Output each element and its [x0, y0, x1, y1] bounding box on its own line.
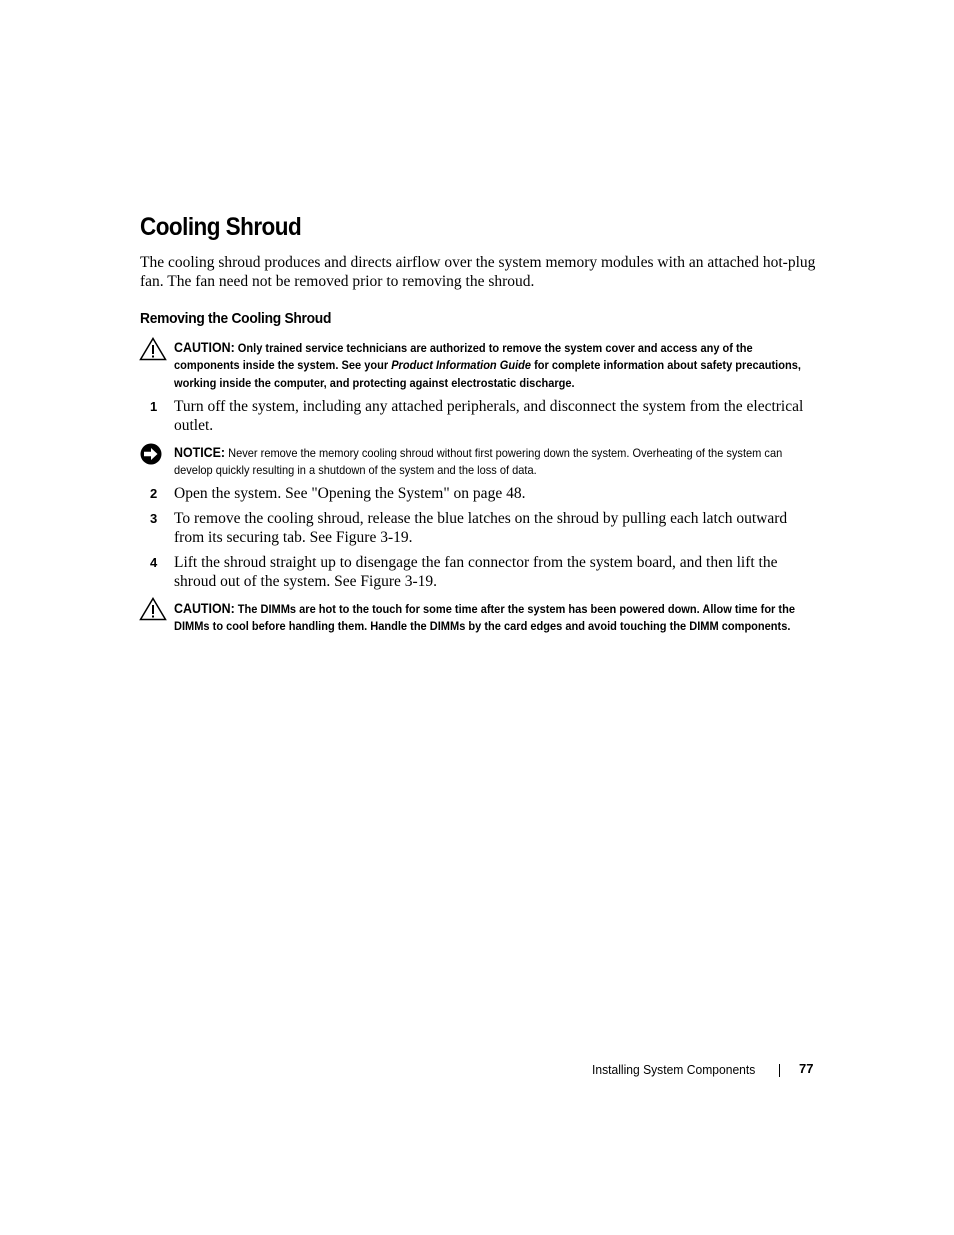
intro-paragraph: The cooling shroud produces and directs airflow over the system memory modules with an attached hot-plug fan. The fan need not be removed prior to removing the shroud.: [140, 254, 816, 290]
product-information-guide-reference: Product Information Guide: [391, 358, 532, 373]
step-text: To remove the cooling shroud, release the blue latches on the shroud by pulling each latch outward from its securing tab. See Figure 3-19.: [174, 510, 788, 546]
notice-arrow-icon: [139, 442, 163, 466]
caution-text: The DIMMs are hot to the touch for some time after the system has been powered down. Allow time for the DIMMs to cool before handling them. Handle the DIMMs by the card edges and avoid touching the DIMM components.: [174, 602, 795, 634]
step-number: 1: [150, 399, 158, 414]
step-number: 3: [150, 511, 158, 526]
notice-text: Never remove the memory cooling shroud without first powering down the system. Overheating of the system can develop quickly resulting in a shutdown of the system and the loss of data.: [174, 446, 783, 478]
notice-label: NOTICE:: [174, 445, 226, 460]
step-text: Turn off the system, including any attached peripherals, and disconnect the system from the electrical outlet.: [174, 398, 804, 434]
page-title: Cooling Shroud: [140, 213, 302, 241]
caution-text-continued: for complete information about safety precautions, working inside the computer, and protecting against electrostatic discharge.: [174, 358, 801, 390]
caution-label: CAUTION:: [174, 601, 235, 616]
step-number: 2: [150, 486, 158, 501]
footer-divider: [779, 1064, 780, 1077]
caution-label: CAUTION:: [174, 340, 235, 355]
caution-note: [174, 600, 809, 636]
notice-note: [174, 444, 809, 480]
page-number: 77: [799, 1061, 814, 1076]
caution-triangle-icon: [139, 597, 167, 621]
footer-section-title: Installing System Components: [592, 1062, 756, 1077]
caution-triangle-icon: [139, 337, 167, 361]
caution-text: Only trained service technicians are authorized to remove the system cover and access any of the components inside the system. See your: [174, 341, 753, 373]
step-text: Lift the shroud straight up to disengage the fan connector from the system board, and then lift the shroud out of the system. See Figure 3-19.: [174, 554, 778, 590]
step-number: 4: [150, 555, 158, 570]
caution-note: [174, 339, 809, 392]
section-heading: Removing the Cooling Shroud: [140, 310, 332, 327]
step-text: Open the system. See "Opening the System" on page 48.: [174, 485, 526, 502]
